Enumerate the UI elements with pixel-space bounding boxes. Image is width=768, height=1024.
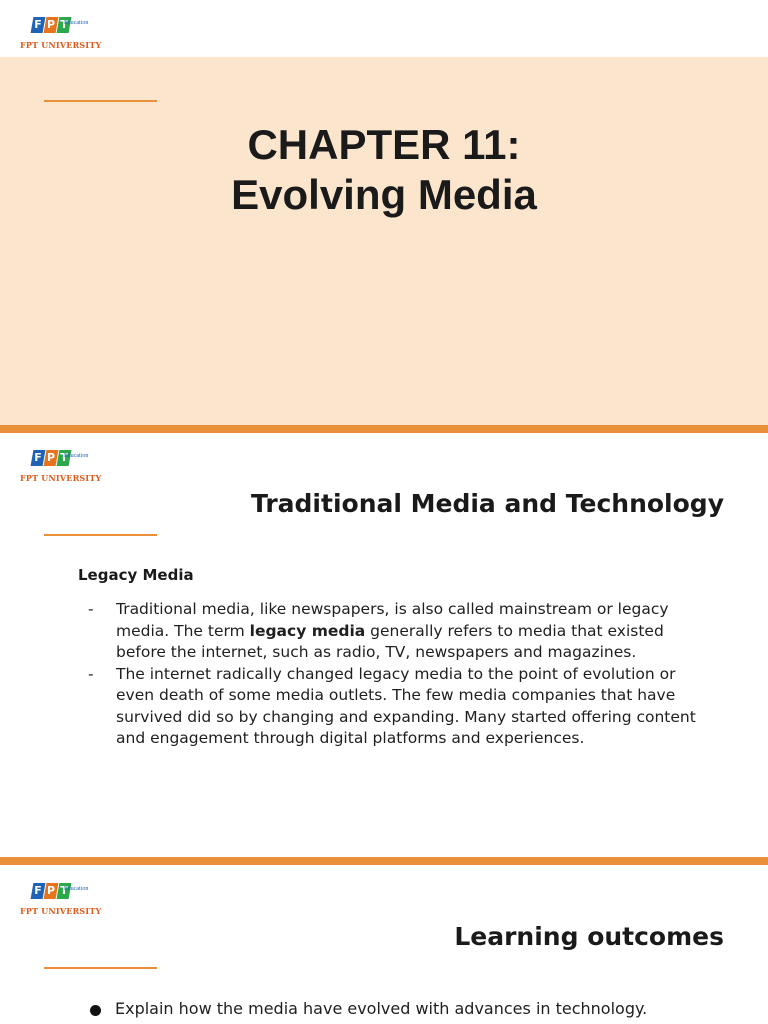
logo-letter-p: P [46,451,56,464]
fpt-university-logo [20,15,110,53]
logo-letter-f: F [34,884,42,897]
dash-marker: - [88,664,94,683]
list-item-text: The internet radically changed legacy media to the point of evolution or even death of some media outlets. The few media companies that have survived did so by changing and expanding. Many started offering content and engagement through digital platforms and experiences. [116,664,696,747]
title-band [0,57,768,425]
section-subheading: Legacy Media [78,566,194,584]
learning-outcomes-list [88,998,728,1020]
logo-letter-f: F [34,451,42,464]
chapter-title-line1: CHAPTER 11: [247,121,521,168]
bullet-icon [90,1005,101,1016]
list-item-bold-term: legacy media [249,621,366,640]
accent-line [44,100,157,102]
logo-education-text: Education [64,453,89,459]
slide-title [0,0,768,425]
logo-letter-p: P [46,884,56,897]
list-item-text: Explain how the media have evolved with advances in technology. [115,999,648,1018]
list-item-text: generally refers to media that existed before the internet, such as radio, TV, newspapers and magazines. [116,621,664,661]
logo-university-text: FPT UNIVERSITY [20,906,102,916]
slide-heading: Learning outcomes [454,922,724,951]
slide-separator [0,425,768,433]
slide-heading: Traditional Media and Technology [251,489,724,518]
logo-letter-f: F [34,18,42,31]
chapter-title-line2: Evolving Media [231,171,537,218]
logo-letter-t: T [60,451,68,464]
logo-letter-t: T [60,884,68,897]
slide-learning-outcomes [0,866,768,1024]
dash-marker: - [88,600,94,618]
logo-letter-t: T [60,18,68,31]
logo-university-text: FPT UNIVERSITY [20,40,102,50]
list-item [88,664,708,750]
slide-traditional-media [0,433,768,857]
list-item-text: Traditional media, like newspapers, is also called mainstream or legacy media. The term [116,600,669,640]
logo-education-text: Education [64,20,89,26]
logo-letter-p: P [46,18,56,31]
legacy-media-list [88,599,708,750]
logo-education-text: Education [64,886,89,892]
list-item [88,998,728,1020]
accent-line [44,967,157,969]
fpt-university-logo [20,881,110,919]
accent-line [44,534,157,536]
list-item [88,599,708,664]
logo-university-text: FPT UNIVERSITY [20,473,102,483]
slide-separator [0,857,768,865]
fpt-university-logo [20,448,110,486]
chapter-title [0,120,768,220]
